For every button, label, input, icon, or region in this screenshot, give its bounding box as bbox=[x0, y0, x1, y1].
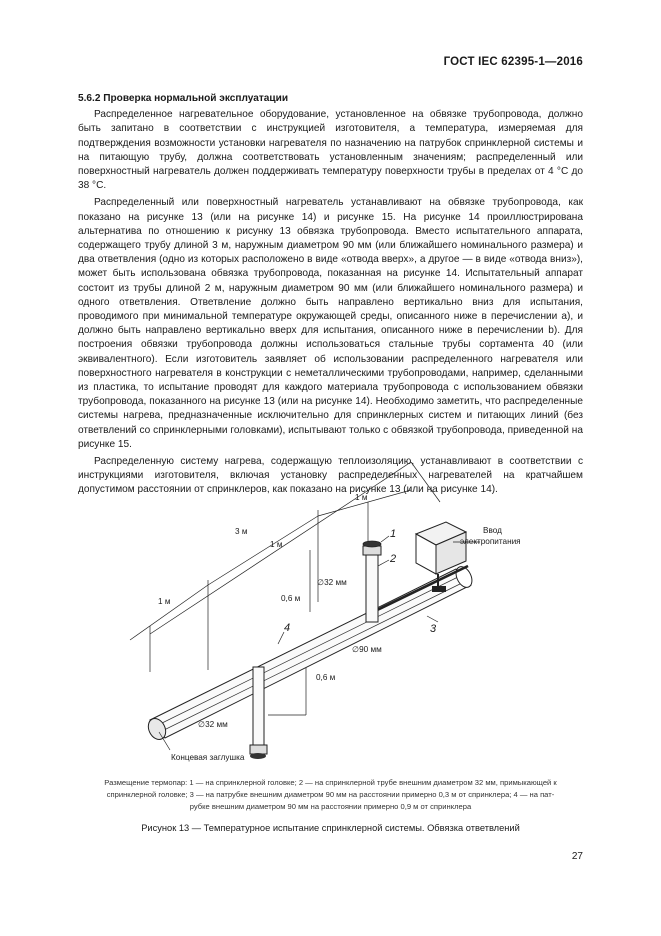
label-d32-top: ∅32 мм bbox=[317, 578, 347, 587]
legend-line: Размещение термопар: 1 — на спринклерной головке; 2 — на спринклерной трубе внешним диаметром 32 мм, примыкающей к bbox=[104, 778, 557, 787]
figure-legend bbox=[78, 777, 583, 813]
legend-line: спринклерной головке; 3 — на патрубке внешним диаметром 90 мм на расстоянии примерно 0,3 м от спринклера; 4 — на пат- bbox=[106, 790, 555, 799]
pipe-diagram bbox=[78, 462, 583, 772]
label-power-input-1: Ввод bbox=[483, 526, 502, 535]
paragraph: Распределенное нагревательное оборудование, установленное на обвязке трубопровода, должно быть запитано в соответствии с инструкцией изготовителя, а температура, измеряемая для подтверждения возможности установки нагревателя по назначению на патрубок спринклерной системы и на питающую трубу, должна соответствовать установленным значениям; распределенный или поверхностный нагреватель должен поддерживать температуру поверхности трубы в пределах от 4 °С до 38 °С. bbox=[78, 109, 583, 192]
paragraph: Распределенную систему нагрева, содержащую теплоизоляцию, устанавливают в соответствии с инструкциями изготовителя, включая установку распределенных нагревателей на кратчайшем допустимом расстоянии от спринклеров, как показано на рисунке 13 (или на рисунке 14). bbox=[78, 456, 583, 496]
marker-2: 2 bbox=[390, 553, 397, 565]
label-d32-bottom: ∅32 мм bbox=[198, 720, 228, 729]
label-power-input-2: электропитания bbox=[460, 537, 521, 546]
paragraph: Распределенный или поверхностный нагреватель устанавливают на обвязке трубопровода, как показано на рисунке 13 (или на рисунке 14) и рисунке 15. На рисунке 14 проиллюстрирована альтернатива по отношению к рисунку 13 обвязка трубопровода. Вместо испытательного аппарата, содержащего трубу длиной 3 м, наружным диаметром 90 мм (или ближайшего номинального размера) и два ответвления (одно из которых расположено в виде «отвода вверх», а другое — в виде «отвода вниз»), может быть использована обвязка трубопровода, показанная на рисунке 14. Испытательный аппарат состоит из трубы длиной 2 м, наружным диаметром 90 мм (или ближайшего номинального размера) и одного ответвления. Ответвление должно быть направлено вертикально вниз для испытания, проводимого при минимальной температуре окружающей среды, описанного ниже в перечислении а), и должно быть направлено вертикально вверх для испытания, описанного ниже в перечислении b). Для построения обвязки трубопровода должны использоваться стальные трубы сортамента 40 (или эквивалентного). Если изготовитель заявляет об использовании распределенного нагревателя или поверхностного нагревателя в конструкции с неметаллическими трубопроводами, например, сделанными из пластика, то испытание проводят для каждого материала трубопровода с использованием обвязки трубопровода, показанного на рисунке 13 (или на рисунке 14). Необходимо заметить, что распределенные системы нагрева, предназначенные исключительно для спринклерных систем и питающих линий (без ответвлений со спринклерными головками), испытывают только с обвязкой трубопровода, приведенной на рисунке 15. bbox=[78, 197, 583, 450]
figure-13 bbox=[78, 462, 583, 772]
dim-1m-mid: 1 м bbox=[270, 540, 283, 549]
dim-1m-left: 1 м bbox=[158, 597, 171, 606]
section-title: 5.6.2 Проверка нормальной эксплуатации bbox=[78, 93, 289, 104]
drop-down bbox=[250, 667, 267, 759]
dim-1m-top: 1 м bbox=[355, 493, 368, 502]
dim-0-6m-riser: 0,6 м bbox=[281, 594, 301, 603]
marker-4: 4 bbox=[284, 622, 291, 634]
marker-3: 3 bbox=[430, 623, 437, 635]
dim-0-6m-drop: 0,6 м bbox=[316, 673, 336, 682]
label-d90: ∅90 мм bbox=[352, 645, 382, 654]
page-number: 27 bbox=[571, 851, 583, 862]
sprinkler-head-icon bbox=[250, 745, 267, 754]
page-body bbox=[78, 92, 583, 501]
standard-header: ГОСТ IEC 62395-1—2016 bbox=[443, 56, 583, 68]
marker-1: 1 bbox=[390, 528, 397, 540]
label-end-cap: Концевая заглушка bbox=[171, 753, 245, 762]
riser-up bbox=[363, 541, 381, 622]
dim-3m: 3 м bbox=[235, 527, 248, 536]
figure-caption: Рисунок 13 — Температурное испытание спринклерной системы. Обвязка ответвлений bbox=[141, 823, 520, 833]
legend-line: рубке внешним диаметром 90 мм на расстоянии примерно 0,9 м от спринклера bbox=[189, 802, 472, 811]
